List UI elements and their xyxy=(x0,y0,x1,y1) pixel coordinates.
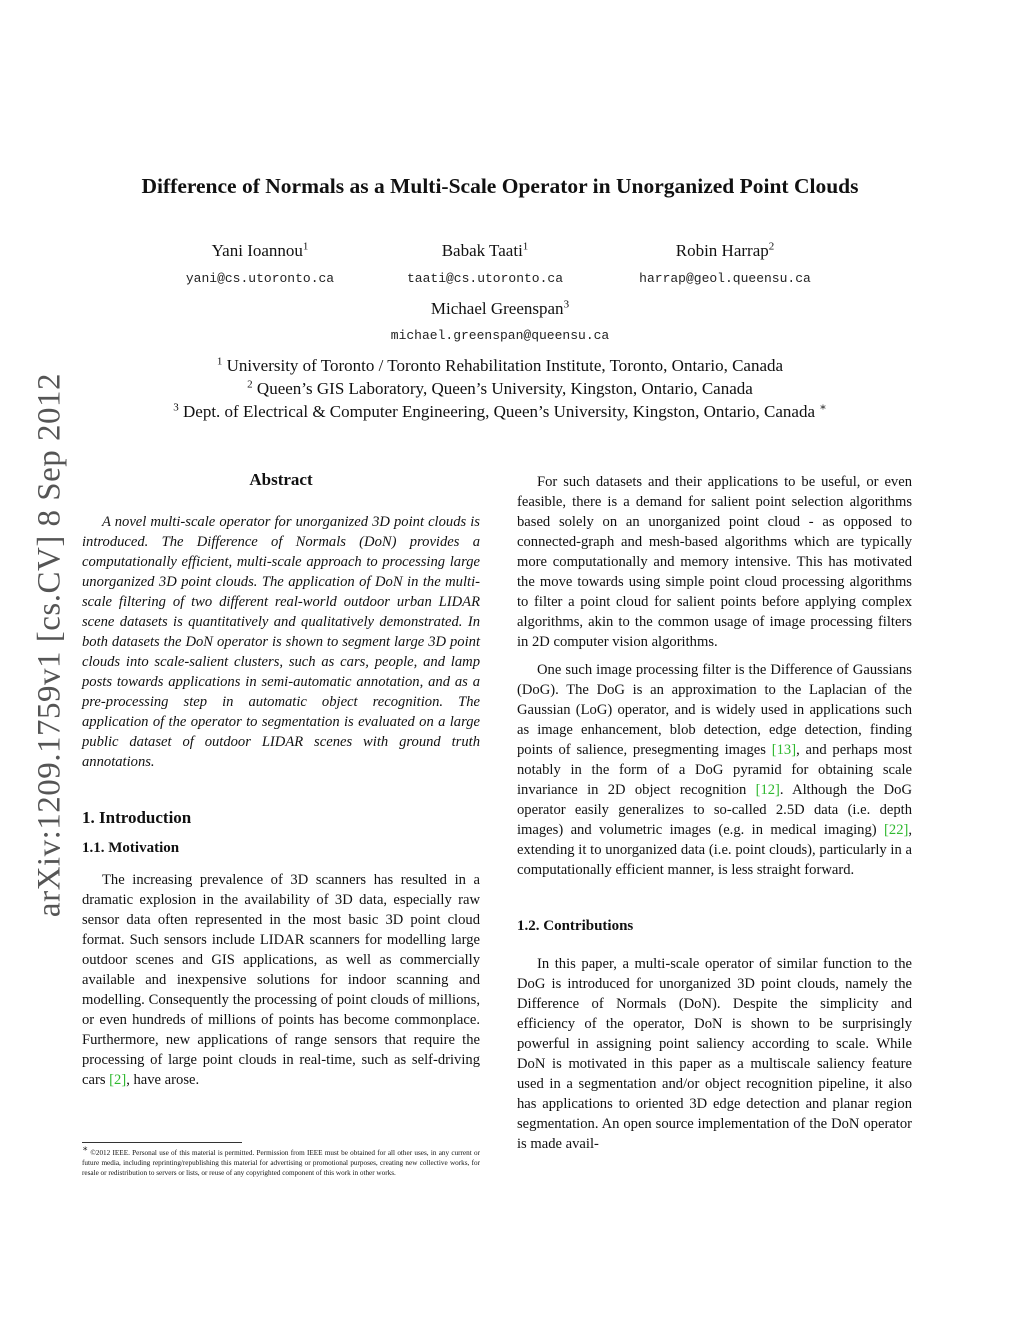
affiliation-1 xyxy=(0,356,1000,376)
citation-13[interactable]: [13] xyxy=(771,742,797,758)
dog-paragraph-text-c: . Although the DoG operator easily generalizes to so-called 2.5D data (i.e. depth images) and volumetric images (e.g. in medical imaging) xyxy=(517,782,913,838)
abstract-heading: Abstract xyxy=(249,470,313,489)
author-name-1 xyxy=(160,241,360,261)
footnote-mark: ∗ xyxy=(82,1143,89,1154)
contributions-paragraph: In this paper, a multi-scale operator of similar function to the DoG is introduced for unorganized 3D point clouds, namely the Difference of Normals (DoN). Despite the simplicity and efficiency of the operator, DoN is shown to be surprisingly powerful in assigning point saliency according to scale. While DoN is motivated in this paper as a multiscale saliency feature used in a segmentation and/or object recognition pipeline, it also has applications to oriented 3D edge detection and planar region segmentation. An open source implementation of the DoN operator is made avail- xyxy=(517,956,912,1152)
affiliation-1-sup: 1 xyxy=(216,355,223,368)
arxiv-sidebar-label: arXiv:1209.1759v1 [cs.CV] 8 Sep 2012 xyxy=(31,372,68,918)
motivation-paragraph-end: , have arose. xyxy=(126,1072,200,1088)
affiliation-2-text: Queen’s GIS Laboratory, Queen’s University, Kingston, Ontario, Canada xyxy=(256,379,753,398)
affiliation-3-sup: 3 xyxy=(173,401,179,414)
author-3-name: Robin Harrap xyxy=(675,241,769,260)
motivation-paragraph xyxy=(82,870,480,1090)
author-4-sup: 3 xyxy=(563,298,570,311)
right-column xyxy=(517,472,912,1154)
citation-12[interactable]: [12] xyxy=(755,782,780,798)
abstract-text: A novel multi-scale operator for unorganized 3D point clouds is introduced. The Difference of Normals (DoN) provides a computationally efficient, multi-scale approach to processing large unorganized 3D point clouds. The application of DoN in the multi-scale filtering of two different real-world outdoor urban LIDAR scene datasets is quantitatively and qualitatively demonstrated. In both datasets the DoN operator is shown to segment large 3D point clouds into scale-salient clusters, such as cars, people, and lamp posts towards applications in semi-automatic annotation, and as a pre-processing step in automatic object recognition. The application of the operator to segmentation is evaluated on a large public dataset of outdoor LIDAR scenes with ground truth annotations. xyxy=(82,514,480,770)
dog-paragraph-text-a: One such image processing filter is the Difference of Gaussians (DoG). The DoG is an approximation to the Laplacian of the Gaussian (LoG) operator, and is widely used in applications such as image enhancement, blob detection, edge detection, finding points of salience, presegmenting images xyxy=(517,662,912,758)
author-2-sup: 1 xyxy=(522,240,529,253)
affiliation-3-text: Dept. of Electrical & Computer Engineering, Queen’s University, Kingston, Ontario, Canada xyxy=(183,402,815,421)
affiliation-1-text: University of Toronto / Toronto Rehabilitation Institute, Toronto, Ontario, Canada xyxy=(226,356,784,375)
motivation-heading: 1.1. Motivation xyxy=(82,840,180,856)
author-name-2 xyxy=(385,241,585,261)
contributions-heading: 1.2. Contributions xyxy=(517,918,634,934)
author-1-name: Yani Ioannou xyxy=(211,241,303,260)
author-1-sup: 1 xyxy=(302,240,309,253)
affiliation-3 xyxy=(0,402,1000,422)
author-email-3: harrap@geol.queensu.ca xyxy=(639,271,811,286)
author-2-name: Babak Taati xyxy=(441,241,523,260)
introduction-heading: 1. Introduction xyxy=(82,808,192,827)
dog-paragraph xyxy=(517,660,912,880)
author-4-name: Michael Greenspan xyxy=(430,299,564,318)
dog-paragraph-text-b: , and perhaps most notably in the form of a DoG pyramid for obtaining scale invariance in 2D object recognition xyxy=(517,742,912,798)
author-name-3 xyxy=(620,241,830,261)
author-email-1: yani@cs.utoronto.ca xyxy=(185,271,335,286)
footnote-rule xyxy=(82,1142,242,1143)
author-name-4 xyxy=(370,299,630,319)
affiliation-2-sup: 2 xyxy=(247,378,253,391)
paper-title: Difference of Normals as a Multi-Scale Operator in Unorganized Point Clouds xyxy=(141,174,859,198)
datasets-paragraph: For such datasets and their applications to be useful, or even feasible, there is a demand for salient point selection algorithms based solely on an unorganized point cloud - as opposed to connected-graph and mesh-based algorithms which are typically more computationally and memory intensive. This has motivated the move towards using simple point cloud processing algorithms to filter a point cloud for salient points before applying complex algorithms, akin to the common usage of image processing filters in 2D computer vision algorithms. xyxy=(517,474,912,650)
affiliation-3-footnote-mark: ∗ xyxy=(819,401,827,414)
dog-paragraph-text-d: , extending it to unorganized data (i.e. point clouds), particularly in a computationally efficient manner, is less straight forward. xyxy=(517,822,913,878)
motivation-paragraph-text: The increasing prevalence of 3D scanners has resulted in a dramatic explosion in the availability of 3D data, especially raw sensor data often represented in the most basic 3D point cloud format. Such sensors include LIDAR scanners for modelling large outdoor scenes and GIS applications, as well as commercially available and inexpensive solutions for indoor scanning and modelling. Consequently the processing of point clouds of millions, or even hundreds of millions of points has become commonplace. Furthermore, new applications of range sensors that require the processing of large point clouds in real-time, such as self-driving cars xyxy=(82,872,480,1088)
affiliation-2 xyxy=(0,379,1000,399)
footnote-text: ©2012 IEEE. Personal use of this material is permitted. Permission from IEEE must be obtained for all other uses, in any current or future media, including reprinting/republishing this material for advertising or promotional purposes, creating new collective works, for resale or redistribution to servers or lists, or reuse of any copyrighted component of this work in other works. xyxy=(82,1149,480,1177)
citation-2[interactable]: [2] xyxy=(109,1072,127,1088)
left-column xyxy=(82,470,480,1090)
citation-22[interactable]: [22] xyxy=(884,822,909,838)
author-email-2: taati@cs.utoronto.ca xyxy=(406,271,564,286)
copyright-footnote xyxy=(82,1143,480,1178)
author-email-4: michael.greenspan@queensu.ca xyxy=(390,328,610,343)
author-3-sup: 2 xyxy=(768,240,775,253)
